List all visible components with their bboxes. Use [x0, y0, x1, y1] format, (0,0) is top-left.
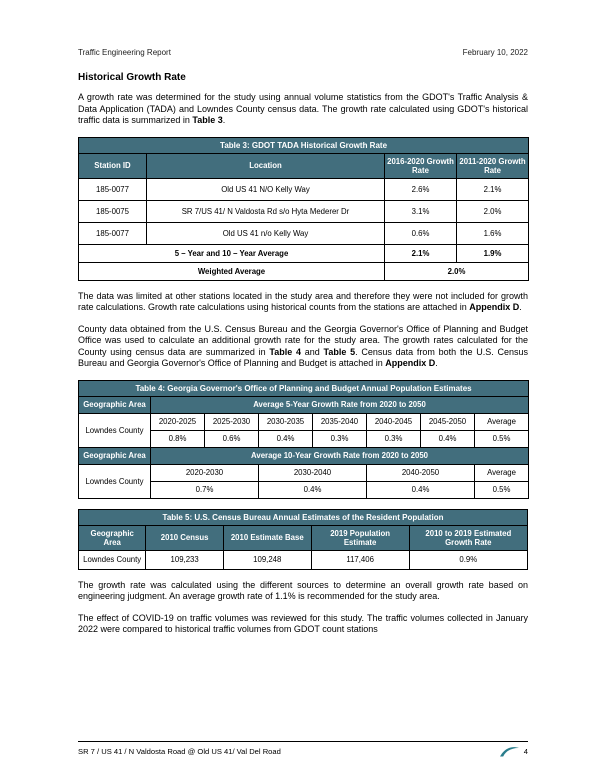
table-3-title-row [79, 137, 529, 153]
table-row [79, 178, 529, 200]
table-cell-period: 2040-2050 [367, 464, 475, 481]
table-5-header-growth-rate: 2010 to 2019 Estimated Growth Rate [409, 525, 527, 550]
table-cell-area: Lowndes County [79, 464, 151, 498]
table-cell-period: 2020-2025 [151, 413, 205, 430]
table-row-average [79, 244, 529, 262]
paragraph-text: . [435, 358, 438, 369]
table-cell-period: Average [475, 464, 529, 481]
paragraph-covid-effect: The effect of COVID-19 on traffic volumes was reviewed for this study. The traffic volumes collected in January 2022 were compared to historical traffic volumes from GDOT count stations [78, 612, 528, 635]
paragraph-data-limited [78, 291, 528, 314]
table-cell-period: 2020-2030 [151, 464, 259, 481]
table-3-title: Table 3: GDOT TADA Historical Growth Rate [79, 137, 529, 153]
table-cell-period: 2040-2045 [367, 413, 421, 430]
table-5-title-row [79, 509, 528, 525]
footer-project-title: SR 7 / US 41 / N Valdosta Road @ Old US 41/ Val Del Road [78, 747, 281, 756]
appendix-d-reference: Appendix D [385, 358, 436, 369]
table-cell-rate: 0.4% [421, 430, 475, 447]
table-5-header-row [79, 525, 528, 550]
table-4-5yr-band-header: Average 5-Year Growth Rate from 2020 to 2050 [151, 396, 529, 413]
table-cell-period: 2030-2035 [259, 413, 313, 430]
appendix-d-reference: Appendix D [469, 302, 520, 313]
table-4-5yr-band-row [79, 396, 529, 413]
firm-logo-icon [499, 746, 520, 757]
table-4-reference: Table 4 [269, 346, 301, 357]
table-5-header-2010-census: 2010 Census [146, 525, 224, 550]
table-cell-average-label: 5 – Year and 10 – Year Average [79, 244, 385, 262]
table-cell-rate: 2.0% [457, 200, 529, 222]
table-cell-rate: 0.4% [259, 481, 367, 498]
table-5-census-estimates [78, 509, 528, 570]
table-cell-period: 2045-2050 [421, 413, 475, 430]
table-5-reference: Table 5 [323, 346, 356, 357]
table-cell-rate: 0.6% [205, 430, 259, 447]
table-cell-rate: 0.9% [409, 550, 527, 569]
table-4-title-row [79, 380, 529, 396]
paragraph-intro [78, 92, 528, 127]
table-3-header-location: Location [147, 153, 385, 178]
table-row [79, 200, 529, 222]
table-cell-location: Old US 41 N/O Kelly Way [147, 178, 385, 200]
table-3-reference: Table 3 [192, 115, 223, 126]
table-row [79, 550, 528, 569]
footer-page-indicator [499, 746, 528, 757]
table-cell-value: 117,406 [311, 550, 409, 569]
table-cell-rate: 0.5% [475, 481, 529, 498]
table-cell-rate: 0.5% [475, 430, 529, 447]
table-cell-value: 109,248 [223, 550, 311, 569]
table-4-10yr-band-row [79, 447, 529, 464]
table-cell-average-2016-2020: 2.1% [385, 244, 457, 262]
table-3-header-station-id: Station ID [79, 153, 147, 178]
paragraph-text: . Census data from both the U.S. Census Bureau and Georgia Governor's Office of Planning and Budget is attached in [78, 346, 528, 369]
table-4-population-estimates [78, 380, 529, 499]
paragraph-text: and [300, 346, 324, 357]
paragraph-text: The data was limited at other stations located in the study area and therefore they were not included for growth rate calculations. Growth rate calculations using historical counts from the stations are attached in [78, 290, 528, 313]
table-cell-rate: 0.4% [259, 430, 313, 447]
table-3-header-2011-2020-rate: 2011-2020 Growth Rate [457, 153, 529, 178]
table-cell-rate: 1.6% [457, 222, 529, 244]
table-cell-rate: 2.1% [457, 178, 529, 200]
page-header [78, 48, 528, 57]
header-date: February 10, 2022 [462, 48, 528, 57]
table-cell-rate: 0.8% [151, 430, 205, 447]
paragraph-text: A growth rate was determined for the study using annual volume statistics from the GDOT's Traffic Analysis & Data Application (TADA) and Lowndes County census data. The growth rate calculated using GDOT's historical traffic data is summarized in [78, 92, 528, 126]
table-cell-station-id: 185-0077 [79, 222, 147, 244]
table-cell-rate: 0.4% [367, 481, 475, 498]
table-row-weighted-average [79, 262, 529, 280]
table-5-header-2010-estimate-base: 2010 Estimate Base [223, 525, 311, 550]
table-cell-station-id: 185-0075 [79, 200, 147, 222]
table-cell-period: 2035-2040 [313, 413, 367, 430]
header-report-title: Traffic Engineering Report [78, 48, 171, 57]
section-heading: Historical Growth Rate [78, 72, 186, 83]
table-4-5yr-period-row [79, 413, 529, 430]
table-cell-period: 2030-2040 [259, 464, 367, 481]
table-cell-rate: 0.3% [313, 430, 367, 447]
table-cell-area: Lowndes County [79, 413, 151, 447]
table-4-geo-area-header: Geographic Area [79, 447, 151, 464]
table-4-10yr-band-header: Average 10-Year Growth Rate from 2020 to 2050 [151, 447, 529, 464]
paragraph-text: . [222, 115, 226, 126]
table-3-gdot-tada-growth-rate [78, 137, 529, 281]
table-5-title: Table 5: U.S. Census Bureau Annual Estimates of the Resident Population [79, 509, 528, 525]
paragraph-county-data [78, 324, 528, 370]
page-footer [78, 741, 528, 757]
table-4-geo-area-header: Geographic Area [79, 396, 151, 413]
table-3-header-row [79, 153, 529, 178]
table-5-header-2019-population: 2019 Population Estimate [311, 525, 409, 550]
table-cell-weighted-label: Weighted Average [79, 262, 385, 280]
table-4-10yr-period-row [79, 464, 529, 481]
table-5-header-geo-area: Geographic Area [79, 525, 146, 550]
page-number: 4 [523, 747, 528, 756]
table-cell-location: SR 7/US 41/ N Valdosta Rd s/o Hyta Mederer Dr [147, 200, 385, 222]
table-cell-area: Lowndes County [79, 550, 146, 569]
table-cell-station-id: 185-0077 [79, 178, 147, 200]
paragraph-text: County data obtained from the U.S. Census Bureau and the Georgia Governor's Office of Planning and Budget Office was used to calculate an additional growth rate for the study area. The growth rates calculated for the County using census data are summarized in [78, 323, 528, 357]
table-cell-period: 2025-2030 [205, 413, 259, 430]
table-4-title: Table 4: Georgia Governor's Office of Planning and Budget Annual Population Estimates [79, 380, 529, 396]
table-cell-weighted-value: 2.0% [385, 262, 529, 280]
table-cell-rate: 0.3% [367, 430, 421, 447]
table-3-header-2016-2020-rate: 2016-2020 Growth Rate [385, 153, 457, 178]
table-cell-average-2011-2020: 1.9% [457, 244, 529, 262]
paragraph-recommended-rate: The growth rate was calculated using the different sources to determine an overall growth rate based on engineering judgment. An average growth rate of 1.1% is recommended for the study area. [78, 579, 528, 602]
table-cell-rate: 3.1% [385, 200, 457, 222]
table-cell-rate: 2.6% [385, 178, 457, 200]
table-cell-location: Old US 41 n/o Kelly Way [147, 222, 385, 244]
table-cell-rate: 0.7% [151, 481, 259, 498]
table-cell-rate: 0.6% [385, 222, 457, 244]
paragraph-text: . [519, 302, 522, 313]
table-row [79, 222, 529, 244]
table-cell-value: 109,233 [146, 550, 224, 569]
table-cell-period: Average [475, 413, 529, 430]
